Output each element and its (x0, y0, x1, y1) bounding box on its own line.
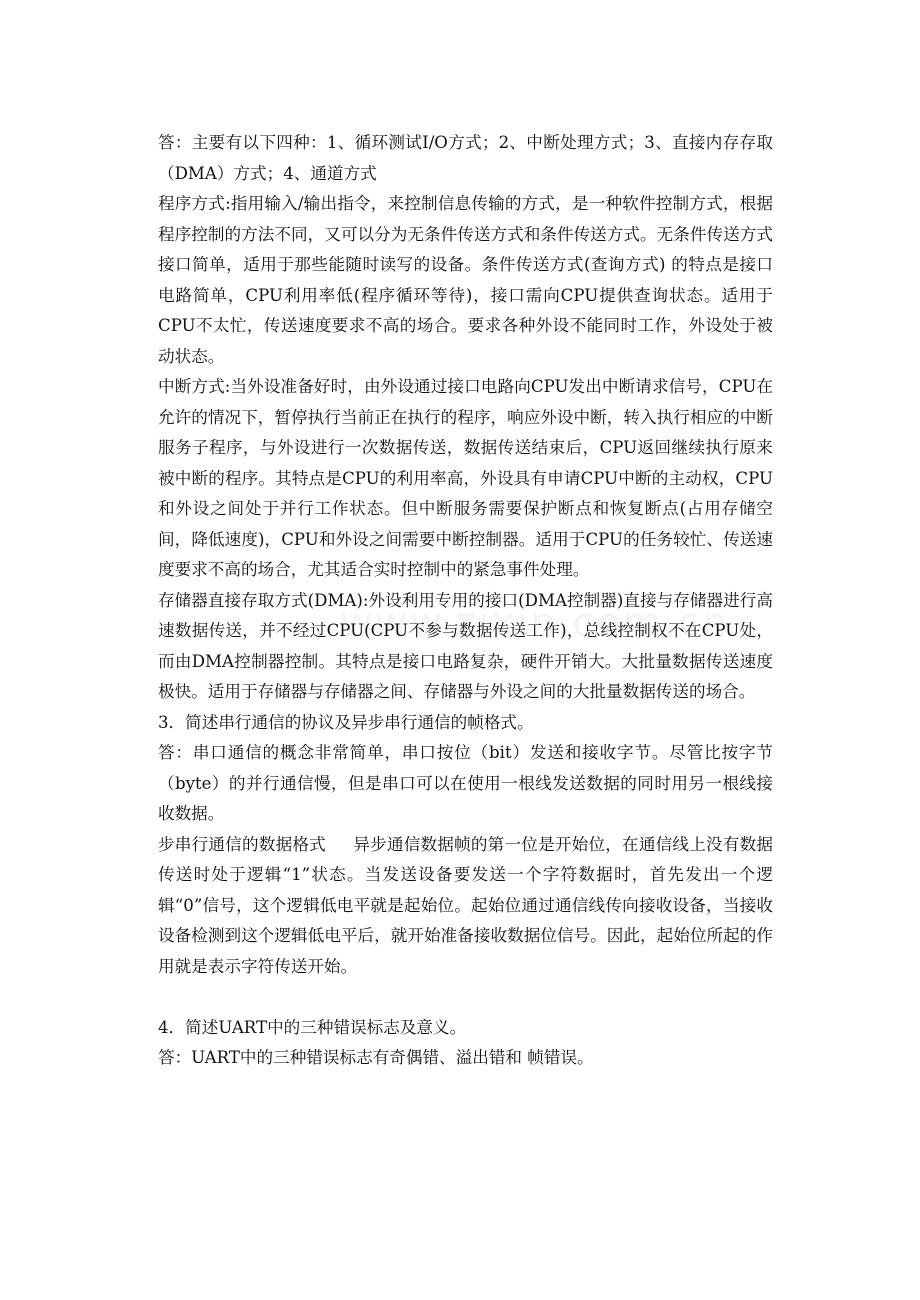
question-4-heading: 4．简述UART中的三种错误标志及意义。 (158, 1017, 467, 1037)
blank-line (158, 982, 773, 1013)
question-3-heading: 3．简述串行通信的协议及异步串行通信的帧格式。 (158, 712, 534, 732)
async-frame-format-paragraph: 步串行通信的数据格式 异步通信数据帧的第一位是开始位，在通信线上没有数据传送时处于逻辑“1”状态。当发送设备要发送一个字符数据时，首先发出一个逻辑“0”信号，这个逻辑低电平就是起始位。起始位通过通信线传向接收设备，当接收设备检测到这个逻辑低电平后，就开始准备接收数据位信号。因此，起始位所起的作用就是表示字符传送开始。 (158, 834, 773, 976)
document-body (158, 128, 773, 1074)
interrupt-mode-paragraph: 中断方式:当外设准备好时，由外设通过接口电路向CPU发出中断请求信号，CPU在允许的情况下，暂停执行当前正在执行的程序，响应外设中断，转入执行相应的中断服务子程序，与外设进行一次数据传送，数据传送结束后，CPU返回继续执行原来被中断的程序。其特点是CPU的利用率高，外设具有申请CPU中断的主动权，CPU和外设之间处于并行工作状态。但中断服务需要保护断点和恢复断点(占用存储空间，降低速度)，CPU和外设之间需要中断控制器。适用于CPU的任务较忙、传送速度要求不高的场合，尤其适合实时控制中的紧急事件处理。 (158, 377, 773, 579)
answer-3-serial: 答：串口通信的概念非常简单，串口按位（bit）发送和接收字节。尽管比按字节（byte）的并行通信慢，但是串口可以在使用一根线发送数据的同时用另一根线接收数据。 (158, 743, 773, 823)
dma-mode-paragraph: 存储器直接存取方式(DMA):外设利用专用的接口(DMA控制器)直接与存储器进行高速数据传送，并不经过CPU(CPU不参与数据传送工作)，总线控制权不在CPU处，而由DMA控制器控制。其特点是接口电路复杂，硬件开销大。大批量数据传送速度极快。适用于存储器与存储器之间、存储器与外设之间的大批量数据传送的场合。 (158, 590, 773, 701)
answer-four-methods: 答：主要有以下四种：1、循环测试I/O方式；2、中断处理方式；3、直接内存存取（DMA）方式；4、通道方式 (158, 133, 773, 183)
answer-4-uart-errors: 答：UART中的三种错误标志有奇偶错、溢出错和 帧错误。 (158, 1048, 594, 1067)
program-mode-paragraph: 程序方式:指用输入/输出指令，来控制信息传输的方式，是一种软件控制方式，根据程序控制的方法不同，又可以分为无条件传送方式和条件传送方式。无条件传送方式接口简单，适用于那些能随时读写的设备。条件传送方式(查询方式) 的特点是接口电路简单，CPU利用率低(程序循环等待)，接口需向CPU提供查询状态。适用于CPU不太忙，传送速度要求不高的场合。要求各种外设不能同时工作，外设处于被动状态。 (158, 194, 773, 366)
